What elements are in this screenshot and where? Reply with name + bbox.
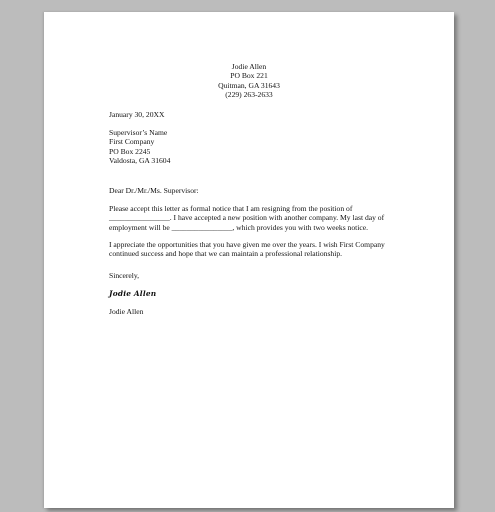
recipient-line-4: Valdosta, GA 31604 — [109, 156, 171, 166]
closing: Sincerely, — [109, 271, 140, 280]
sender-block — [44, 62, 454, 100]
printed-name: Jodie Allen — [109, 307, 144, 316]
salutation: Dear Dr./Mr./Ms. Supervisor: — [109, 186, 199, 195]
body-paragraph-1-line-2: ________________. I have accepted a new position with another company. My last day of — [109, 213, 385, 223]
recipient-line-3: PO Box 2245 — [109, 146, 151, 156]
body-paragraph-2 — [109, 240, 409, 259]
sender-address-line-2: Quitman, GA 31643 — [218, 80, 280, 90]
body-paragraph-1-line-1: Please accept this letter as formal notice that I am resigning from the position of — [109, 204, 353, 213]
recipient-line-2: First Company — [109, 137, 155, 147]
sender-address-line-1: PO Box 221 — [230, 71, 268, 81]
letter-date: January 30, 20XX — [109, 110, 165, 119]
body-paragraph-1 — [109, 204, 409, 232]
recipient-line-1: Supervisor’s Name — [109, 128, 168, 137]
handwritten-signature: Jodie Allen — [109, 289, 157, 298]
sender-name: Jodie Allen — [231, 62, 267, 71]
body-paragraph-2-line-2: continued success and hope that we can maintain a professional relationship. — [109, 249, 343, 259]
sender-phone: (229) 263-2633 — [225, 90, 273, 100]
body-paragraph-1-line-3: employment will be ________________, which provides you with two weeks notice. — [109, 222, 368, 232]
body-paragraph-2-line-1: I appreciate the opportunities that you have given me over the years. I wish First Company — [109, 240, 385, 249]
recipient-block — [109, 128, 170, 166]
letter-page — [44, 12, 454, 508]
